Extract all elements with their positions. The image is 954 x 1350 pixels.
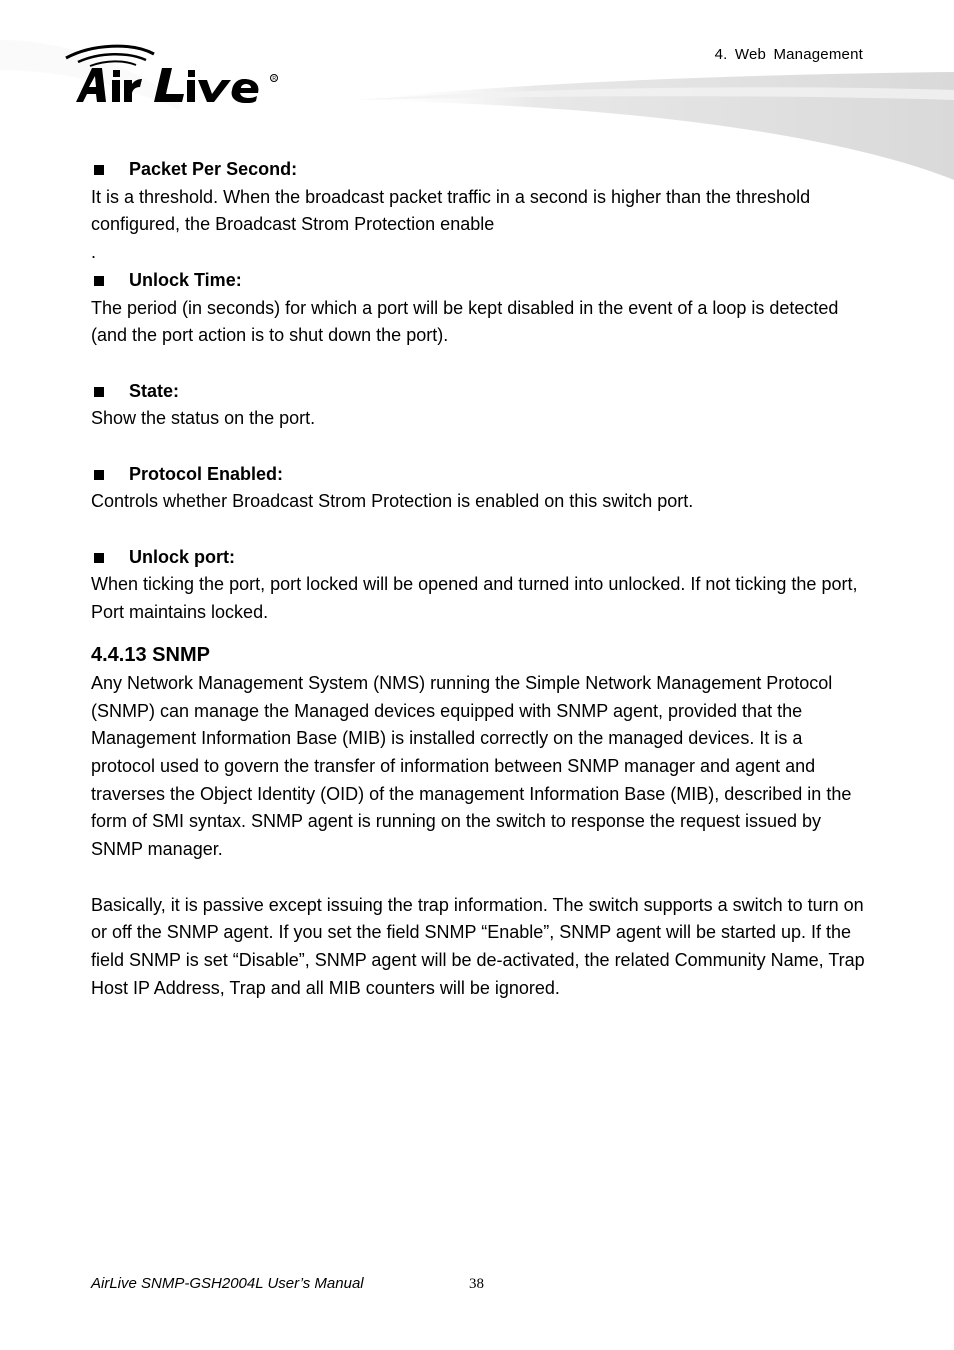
square-bullet-icon (94, 165, 104, 175)
item-protocol-enabled (91, 461, 871, 516)
item-unlock-port (91, 544, 871, 627)
square-bullet-icon (94, 470, 104, 480)
item-title: Packet Per Second: (129, 159, 298, 179)
section-paragraph: Any Network Management System (NMS) running the Simple Network Management Protocol (SNMP) can manage the Managed devices equipped with SNMP agent, provided that the Management Information Base (MIB) is installed correctly on the managed devices. It is a protocol used to govern the transfer of information between SNMP manager and agent and traverses the Object Identity (OID) of the management Information Base (MIB), described in the form of SMI syntax. SNMP agent is running on the switch to response the request issued by SNMP manager. (91, 672, 852, 860)
square-bullet-icon (94, 553, 104, 563)
svg-text:R: R (272, 76, 277, 82)
item-unlock-time (91, 267, 871, 350)
page-header (0, 0, 954, 180)
item-packet-per-second (91, 156, 871, 267)
square-bullet-icon (94, 387, 104, 397)
page-content (91, 156, 871, 1002)
item-title: State: (129, 380, 180, 401)
chapter-header: 4. Web Management (714, 46, 863, 63)
item-body: It is a threshold. When the broadcast packet traffic in a second is higher than the threshold configured, the Broadcast Strom Protection enable (91, 186, 811, 235)
item-state (91, 378, 871, 433)
item-body: The period (in seconds) for which a port will be kept disabled in the event of a loop is detected (and the port action is to shut down the port). (91, 297, 839, 346)
airlive-logo (62, 42, 292, 108)
item-body: Controls whether Broadcast Strom Protection is enabled on this switch port. (91, 491, 694, 512)
item-title: Unlock Time: (129, 269, 242, 290)
square-bullet-icon (94, 276, 104, 286)
section-heading: 4.4.13 SNMP (91, 643, 210, 666)
item-trailing: . (91, 242, 97, 263)
footer-manual-title: AirLive SNMP-GSH2004L User’s Manual (91, 1275, 364, 1292)
item-title: Protocol Enabled: (129, 463, 284, 484)
item-title: Unlock port: (129, 546, 235, 567)
item-body: Show the status on the port. (91, 408, 316, 429)
page-number: 38 (469, 1276, 484, 1292)
item-body: When ticking the port, port locked will be opened and turned into unlocked. If not ticking the port, Port maintains locked. (91, 574, 858, 623)
section-paragraph: Basically, it is passive except issuing the trap information. The switch supports a switch to turn on or off the SNMP agent. If you set the field SNMP “Enable”, SNMP agent will be started up. If the field SNMP is set “Disable”, SNMP agent will be de-activated, the related Community Name, Trap Host IP Address, Trap and all MIB counters will be ignored. (91, 894, 865, 998)
